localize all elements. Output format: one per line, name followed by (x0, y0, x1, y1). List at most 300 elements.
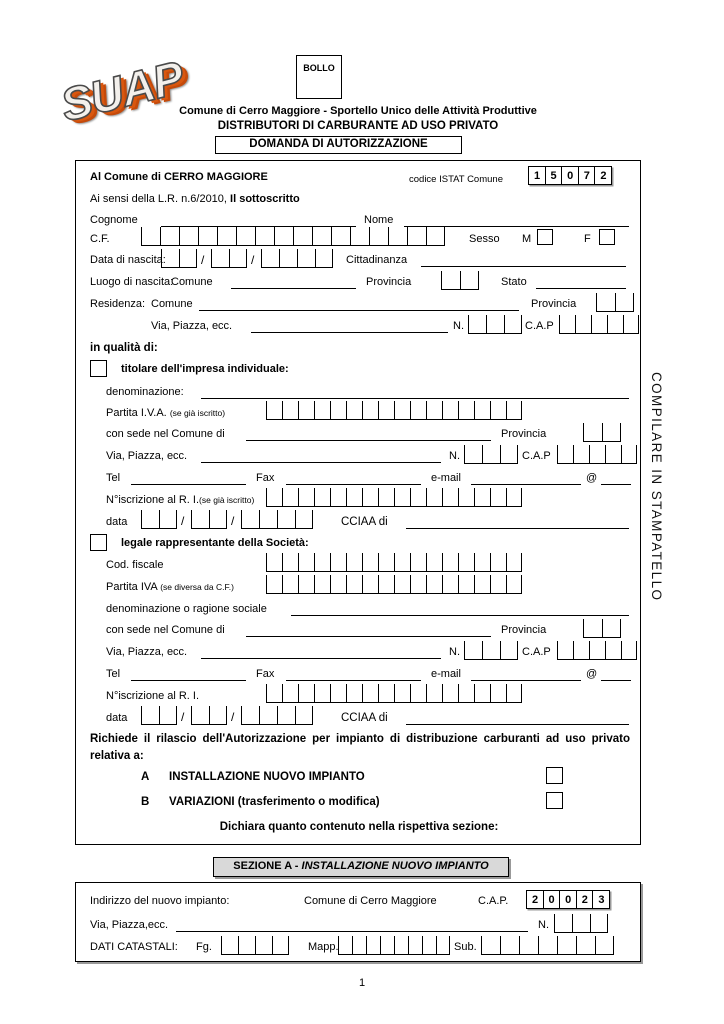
comb-cell: 1 (528, 166, 546, 185)
comb-cell (458, 488, 474, 507)
sub-field[interactable] (481, 936, 614, 955)
comb-cell (378, 488, 394, 507)
main-form-box (75, 160, 641, 845)
data-mm-field[interactable] (191, 510, 227, 529)
fg-label: Fg. (196, 941, 212, 953)
comb-cell (422, 936, 436, 955)
comb-cell (330, 401, 346, 420)
n-sede2-field[interactable] (464, 641, 518, 660)
comb-cell (500, 936, 519, 955)
option-a-label: INSTALLAZIONE NUOVO IMPIANTO (169, 771, 365, 783)
comb-cell: 7 (578, 166, 596, 185)
comb-cell (602, 423, 621, 442)
comb-cell (623, 315, 639, 334)
date-slash: / (181, 710, 185, 724)
comb-cell (229, 249, 247, 268)
comb-cell (209, 706, 227, 725)
comb-cell (583, 619, 602, 638)
comb-cell (179, 249, 197, 268)
comb-cell (277, 706, 295, 725)
cciaa-label: CCIAA di (341, 516, 388, 528)
comb-cell (554, 914, 572, 933)
provincia-residenza-field[interactable] (596, 293, 634, 312)
section-a-prefix: SEZIONE A - (233, 860, 302, 872)
comb-cell (474, 488, 490, 507)
nome-label: Nome (364, 214, 394, 226)
sesso-f-checkbox[interactable] (599, 229, 615, 245)
email2-domain-input[interactable] (601, 679, 631, 681)
tel2-input[interactable] (131, 679, 246, 681)
subject-line: DISTRIBUTORI DI CARBURANTE AD USO PRIVATO (217, 120, 499, 132)
comb-cell (490, 575, 506, 594)
cittadinanza-label: Cittadinanza (346, 254, 408, 266)
comb-cell (298, 488, 314, 507)
comb-cell (408, 936, 422, 955)
comb-cell (266, 575, 282, 594)
comune-impianto-value: Comune di Cerro Maggiore (304, 895, 437, 907)
comb-cell (330, 553, 346, 572)
comb-cell (330, 575, 346, 594)
comb-cell (426, 575, 442, 594)
fax-label: Fax (256, 472, 275, 484)
comb-cell (474, 401, 490, 420)
piva-label-note: (se già iscritto) (169, 408, 226, 418)
n-a-label: N. (538, 919, 549, 931)
comb-cell (198, 227, 217, 246)
comb-cell: 3 (592, 890, 610, 909)
sede2-comune-input[interactable] (246, 635, 491, 637)
comb-cell (426, 227, 445, 246)
org-line: Comune di Cerro Maggiore - Sportello Unico delle Attività Produttive (179, 105, 537, 117)
mapp-label: Mapp. (308, 941, 339, 953)
ri-label-note: (se già iscritto) (199, 495, 255, 505)
comb-cell (315, 249, 333, 268)
cap-a-label: C.A.P. (478, 895, 509, 907)
piva2-comb-field[interactable] (266, 575, 522, 594)
ri-label-main: N°iscrizione al R. I. (106, 494, 200, 506)
ri2-label: N°iscrizione al R. I. (106, 690, 200, 702)
declare-line: Dichiara quanto contenuto nella rispettiva sezione: (219, 821, 499, 833)
comb-cell (350, 227, 369, 246)
comb-cell (589, 445, 605, 464)
stato-input[interactable] (536, 287, 626, 289)
provincia-sede2-field[interactable] (583, 619, 621, 638)
comb-cell (504, 315, 522, 334)
comb-cell (160, 227, 179, 246)
comb-cell (394, 936, 408, 955)
data-label: data (106, 516, 128, 528)
comb-cell (346, 575, 362, 594)
comb-cell (458, 401, 474, 420)
comb-cell (458, 575, 474, 594)
comb-cell (330, 488, 346, 507)
comune-nascita-input[interactable] (231, 287, 356, 289)
ri-comb-field[interactable] (266, 488, 522, 507)
comb-cell (314, 575, 330, 594)
via-label: Via, Piazza, ecc. (106, 646, 188, 658)
cap-a-field[interactable] (526, 890, 610, 909)
comb-cell (621, 641, 637, 660)
intro-prefix: Ai sensi della L.R. n.6/2010, (90, 193, 231, 205)
comb-cell (426, 401, 442, 420)
comb-cell (141, 706, 159, 725)
comb-cell (575, 315, 591, 334)
comb-cell (346, 401, 362, 420)
cf-label: C.F. (90, 233, 110, 245)
to-comune-label: Al Comune di CERRO MAGGIORE (90, 171, 268, 183)
comb-cell (442, 575, 458, 594)
comb-cell (255, 936, 272, 955)
comb-cell (346, 684, 362, 703)
intro-bold: Il sottoscritto (230, 193, 300, 205)
comb-cell: 5 (545, 166, 563, 185)
comb-cell (394, 684, 410, 703)
indirizzo-label: Indirizzo del nuovo impianto: (90, 895, 230, 907)
via-label: Via, Piazza, ecc. (106, 450, 188, 462)
comb-cell (159, 510, 177, 529)
comb-cell (241, 706, 259, 725)
comb-cell (378, 401, 394, 420)
cap-label: C.A.P (522, 646, 551, 658)
comb-cell (338, 936, 352, 955)
comb-cell (282, 575, 298, 594)
tel-label: Tel (106, 472, 121, 484)
comb-cell (410, 575, 426, 594)
piva-label-main: Partita I.V.A. (106, 407, 167, 419)
comb-cell (490, 553, 506, 572)
via-label: Via, Piazza, ecc. (151, 320, 233, 332)
legale-title: legale rappresentante della Società: (121, 537, 309, 549)
sesso-f-label: F (584, 233, 591, 245)
comb-cell (191, 706, 209, 725)
n-label: N. (453, 320, 464, 332)
cittadinanza-input[interactable] (421, 265, 626, 267)
comb-cell (474, 684, 490, 703)
comb-cell (314, 553, 330, 572)
cap-residenza-field[interactable] (559, 315, 639, 334)
comb-cell (615, 293, 634, 312)
comb-cell (236, 227, 255, 246)
legale-checkbox[interactable] (90, 534, 107, 551)
comb-cell (366, 936, 380, 955)
data2-mm-field[interactable] (191, 706, 227, 725)
sesso-m-checkbox[interactable] (537, 229, 553, 245)
comb-cell (500, 641, 518, 660)
at-label: @ (586, 668, 598, 680)
n-residenza-field[interactable] (468, 315, 522, 334)
comb-cell (576, 936, 595, 955)
comb-cell (500, 445, 518, 464)
comb-cell (331, 227, 350, 246)
comb-cell (369, 227, 388, 246)
comb-cell (407, 227, 426, 246)
denominazione-input[interactable] (201, 397, 629, 399)
comb-cell (394, 553, 410, 572)
n-label: N. (449, 646, 460, 658)
comb-cell (490, 684, 506, 703)
comb-cell: 2 (526, 890, 544, 909)
provincia-label: Provincia (501, 428, 547, 440)
comb-cell (141, 227, 160, 246)
email-label: e-mail (431, 668, 461, 680)
ri-label (106, 494, 254, 507)
comb-cell (279, 249, 297, 268)
comb-cell (410, 401, 426, 420)
via-residenza-input[interactable] (251, 331, 448, 333)
comb-cell (277, 510, 295, 529)
comb-cell (426, 553, 442, 572)
date-slash: / (181, 514, 185, 528)
provincia-sede-field[interactable] (583, 423, 621, 442)
comb-cell (282, 401, 298, 420)
comb-cell (557, 936, 576, 955)
page-title: DOMANDA DI AUTORIZZAZIONE (215, 136, 462, 154)
comb-cell (211, 249, 229, 268)
comb-cell (362, 575, 378, 594)
comb-cell (259, 706, 277, 725)
comb-cell (590, 914, 608, 933)
comb-cell (557, 445, 573, 464)
comune-label: Comune (171, 276, 213, 288)
comb-cell (482, 445, 500, 464)
option-a-checkbox[interactable] (546, 767, 563, 784)
piva-comb-field[interactable] (266, 401, 522, 420)
cognome-label: Cognome (90, 214, 138, 226)
piva2-label-note: (se diversa da C.F.) (160, 582, 234, 592)
nascita-gg-field[interactable] (161, 249, 197, 268)
comb-cell (474, 575, 490, 594)
n-label: N. (449, 450, 460, 462)
cciaa-label: CCIAA di (341, 712, 388, 724)
comb-cell (506, 575, 522, 594)
comb-cell: 0 (561, 166, 579, 185)
comb-cell (591, 315, 607, 334)
comb-cell (410, 684, 426, 703)
comb-cell (621, 445, 637, 464)
cf-comb-field[interactable] (141, 227, 445, 246)
fg-field[interactable] (221, 936, 289, 955)
fax-label: Fax (256, 668, 275, 680)
cap-sede-field[interactable] (557, 445, 637, 464)
comb-cell (426, 684, 442, 703)
section-a-italic: INSTALLAZIONE NUOVO IMPIANTO (301, 860, 489, 872)
comb-cell (559, 315, 575, 334)
comb-cell (506, 684, 522, 703)
date-slash: / (231, 710, 235, 724)
stato-label: Stato (501, 276, 527, 288)
comb-cell (221, 936, 238, 955)
cciaa-input[interactable] (406, 527, 629, 529)
comb-cell (464, 641, 482, 660)
istat-code-field[interactable] (528, 166, 612, 185)
comb-cell (352, 936, 366, 955)
comb-cell (255, 227, 274, 246)
email-label: e-mail (431, 472, 461, 484)
data2-aaaa-field[interactable] (241, 706, 313, 725)
comb-cell (605, 641, 621, 660)
date-slash: / (251, 253, 255, 267)
comb-cell (380, 936, 394, 955)
cciaa2-input[interactable] (406, 723, 629, 725)
comb-cell (378, 684, 394, 703)
data-gg-field[interactable] (141, 510, 177, 529)
suap-logo: SUAP (55, 50, 189, 132)
comb-cell (293, 227, 312, 246)
comb-cell (605, 445, 621, 464)
comb-cell (410, 553, 426, 572)
n-a-field[interactable] (554, 914, 608, 933)
option-b-label: VARIAZIONI (trasferimento o modifica) (169, 796, 380, 808)
date-slash: / (201, 253, 205, 267)
cap-label: C.A.P (525, 320, 554, 332)
via-a-input[interactable] (176, 930, 528, 932)
cod-fiscale-label: Cod. fiscale (106, 559, 164, 571)
comb-cell (572, 914, 590, 933)
comb-cell (241, 510, 259, 529)
comb-cell (442, 553, 458, 572)
comb-cell: 2 (594, 166, 612, 185)
comb-cell (209, 510, 227, 529)
comb-cell (573, 641, 589, 660)
comb-cell (602, 619, 621, 638)
comb-cell (583, 423, 602, 442)
provincia-label: Provincia (501, 624, 547, 636)
comb-cell (410, 488, 426, 507)
comb-cell (272, 936, 289, 955)
comb-cell (460, 271, 479, 290)
tel-input[interactable] (131, 483, 246, 485)
comb-cell (607, 315, 623, 334)
comb-cell: 0 (543, 890, 561, 909)
denominazione-soc-input[interactable] (291, 614, 629, 616)
comb-cell (266, 401, 282, 420)
comb-cell (506, 553, 522, 572)
fax2-input[interactable] (286, 679, 421, 681)
cap-sede2-field[interactable] (557, 641, 637, 660)
comb-cell: 2 (576, 890, 594, 909)
sede2-label: con sede nel Comune di (106, 624, 225, 636)
data-aaaa-field[interactable] (241, 510, 313, 529)
piva2-label (106, 581, 234, 594)
comb-cell (362, 684, 378, 703)
denominazione-soc-label: denominazione o ragione sociale (106, 603, 267, 615)
comb-cell (388, 227, 407, 246)
comune-residenza-input[interactable] (199, 309, 519, 311)
comb-cell: 0 (559, 890, 577, 909)
piva-label (106, 407, 225, 420)
mapp-field[interactable] (338, 936, 450, 955)
comb-cell (274, 227, 293, 246)
via-sede-input[interactable] (201, 461, 441, 463)
email-input[interactable] (471, 483, 581, 485)
option-b-checkbox[interactable] (546, 792, 563, 809)
bollo-box (296, 55, 342, 99)
provincia-label: Provincia (366, 276, 412, 288)
comb-cell (394, 575, 410, 594)
nascita-aaaa-field[interactable] (261, 249, 333, 268)
ri2-comb-field[interactable] (266, 684, 522, 703)
comb-cell (312, 227, 331, 246)
sesso-m-label: M (522, 233, 532, 245)
comb-cell (159, 706, 177, 725)
comb-cell (474, 553, 490, 572)
titolare-title: titolare dell'impresa individuale: (121, 363, 289, 375)
comb-cell (442, 488, 458, 507)
comb-cell (217, 227, 236, 246)
comb-cell (589, 641, 605, 660)
comb-cell (394, 401, 410, 420)
comb-cell (282, 553, 298, 572)
sede-comune-input[interactable] (246, 439, 491, 441)
comb-cell (596, 293, 615, 312)
residenza-label: Residenza: (90, 298, 146, 310)
comb-cell (394, 488, 410, 507)
email2-input[interactable] (471, 679, 581, 681)
comb-cell (481, 936, 500, 955)
comb-cell (238, 936, 255, 955)
comb-cell (442, 684, 458, 703)
comb-cell (266, 488, 282, 507)
denominazione-label: denominazione: (106, 386, 184, 398)
comb-cell (266, 553, 282, 572)
page-number: 1 (358, 977, 366, 989)
comune-label: Comune (151, 298, 193, 310)
comb-cell (490, 401, 506, 420)
comb-cell (378, 575, 394, 594)
comb-cell (314, 684, 330, 703)
nascita-mm-field[interactable] (211, 249, 247, 268)
comb-cell (426, 488, 442, 507)
fax-input[interactable] (286, 483, 421, 485)
data2-gg-field[interactable] (141, 706, 177, 725)
bollo-label: BOLLO (303, 63, 335, 73)
comb-cell (538, 936, 557, 955)
provincia-nascita-field[interactable] (441, 271, 479, 290)
intro-line (90, 193, 300, 206)
comb-cell (261, 249, 279, 268)
comb-cell (436, 936, 450, 955)
comb-cell (464, 445, 482, 464)
comb-cell (458, 684, 474, 703)
comb-cell (314, 401, 330, 420)
n-sede-field[interactable] (464, 445, 518, 464)
comb-cell (298, 401, 314, 420)
comb-cell (486, 315, 504, 334)
compile-note-vertical: COMPILARE IN STAMPATELLO (649, 372, 664, 602)
section-a-header (213, 857, 509, 877)
tel-label: Tel (106, 668, 121, 680)
catastali-label: DATI CATASTALI: (90, 941, 178, 953)
via-sede2-input[interactable] (201, 657, 441, 659)
comb-cell (458, 553, 474, 572)
comb-cell (346, 488, 362, 507)
comb-cell (282, 488, 298, 507)
comb-cell (519, 936, 538, 955)
comb-cell (595, 936, 614, 955)
comb-cell (482, 641, 500, 660)
cod-fiscale-comb-field[interactable] (266, 553, 522, 572)
comb-cell (266, 684, 282, 703)
comb-cell (282, 684, 298, 703)
comb-cell (573, 445, 589, 464)
date-slash: / (231, 514, 235, 528)
comb-cell (506, 488, 522, 507)
email-domain-input[interactable] (601, 483, 631, 485)
titolare-checkbox[interactable] (90, 360, 107, 377)
comb-cell (441, 271, 460, 290)
piva2-label-main: Partita IVA (106, 581, 158, 593)
comb-cell (141, 510, 159, 529)
